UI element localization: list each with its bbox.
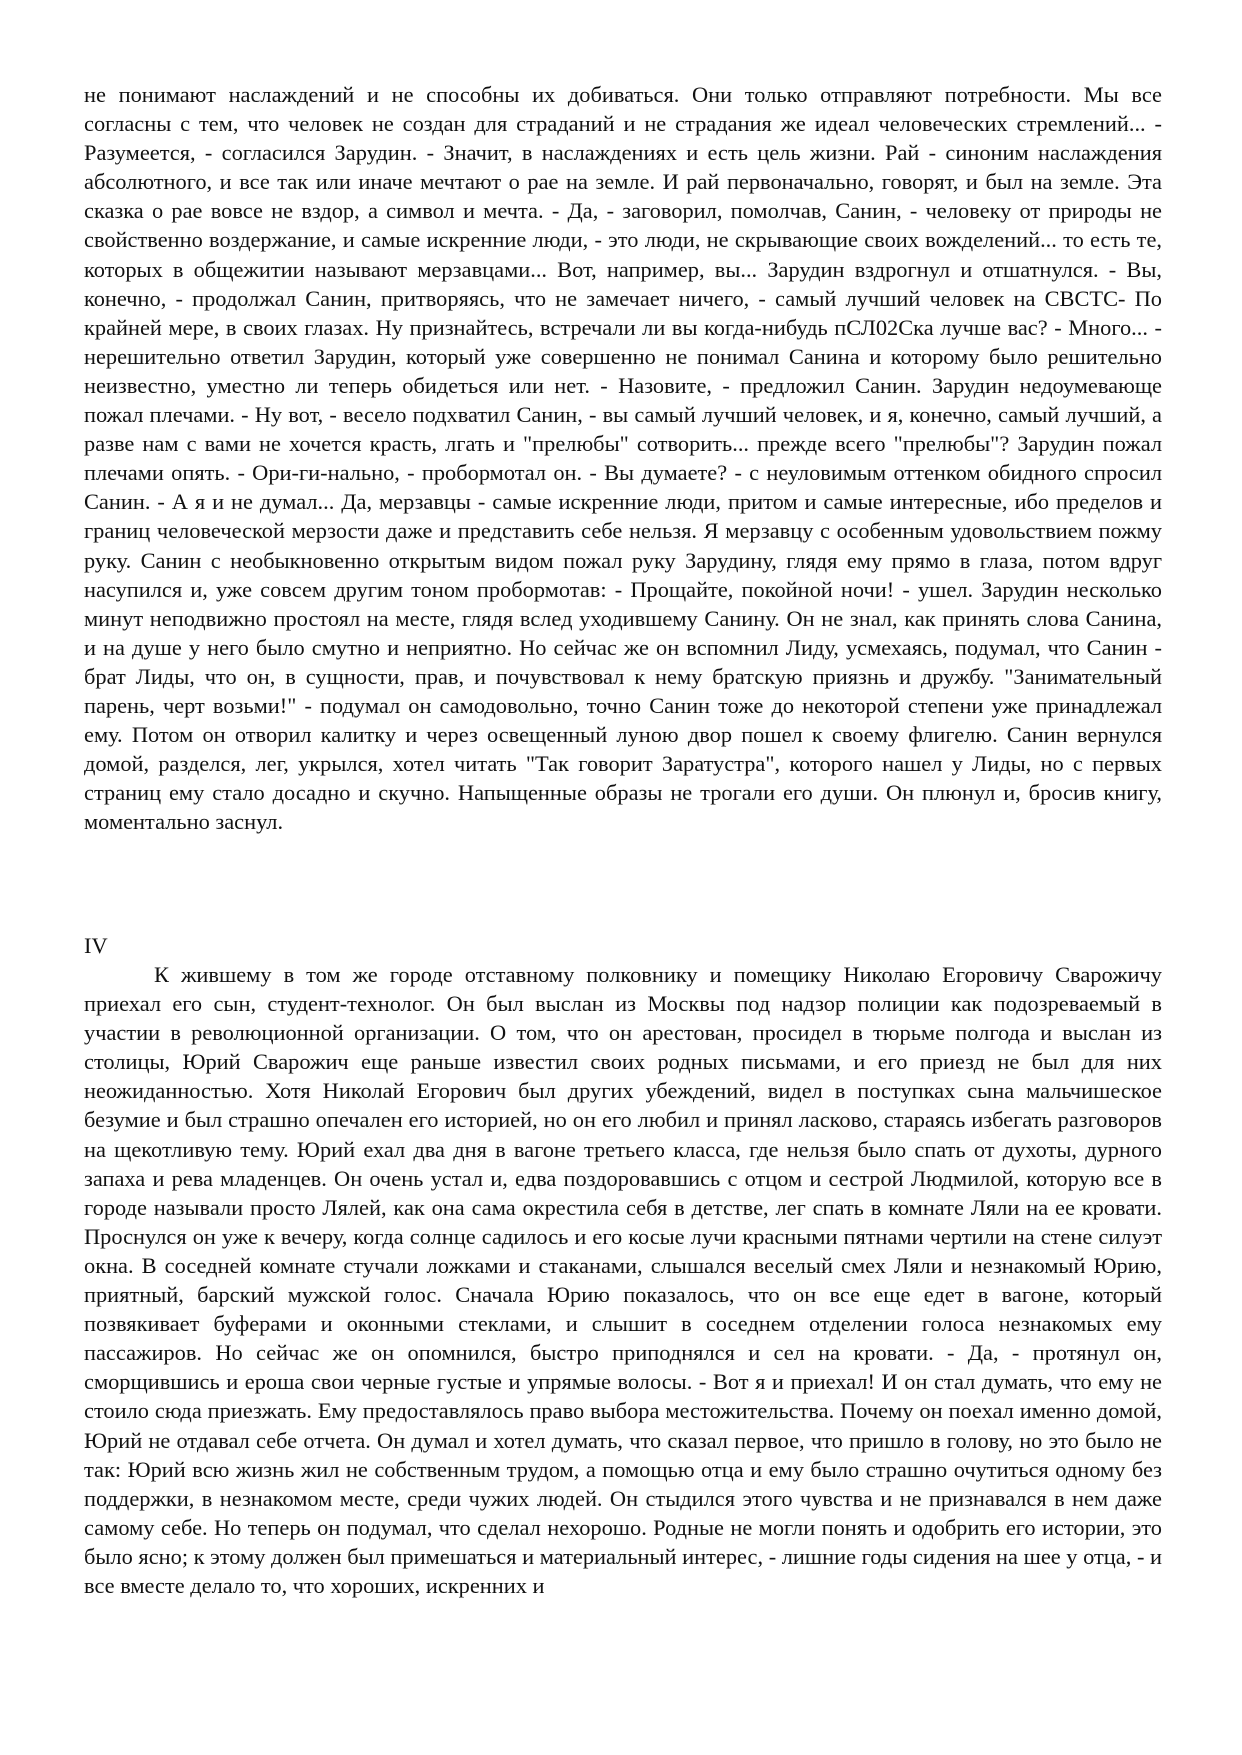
body-paragraph: не понимают наслаждений и не способны их добиваться. Они только отправляют потребности. Мы все согласны с тем, что человек не создан для страданий и не страдания же идеал человеческих стремлений... - Разумеется, - согласился Зарудин. - Значит, в наслаждениях и есть цель жизни. Рай - синоним наслаждения абсолютного, и все так или иначе мечтают о рае на земле. И рай первоначально, говорят, и был на земле. Эта сказка о рае вовсе не вздор, а символ и мечта. - Да, - заговорил, помолчав, Санин, - человеку от природы не свойственно воздержание, и самые искренние люди, - это люди, не скрывающие своих вожделений... то есть те, которых в общежитии называют мерзавцами... Вот, например, вы... Зарудин вздрогнул и отшатнулся. - Вы, конечно, - продолжал Санин, притворяясь, что не замечает ничего, - самый лучший человек на СВСТС- По крайней мере, в своих глазах. Ну признайтесь, встречали ли вы когда-нибудь пСЛ02Ска лучше вас? - Много... - нерешительно ответил Зарудин, который уже совершенно не понимал Санина и которому было решительно неизвестно, уместно ли теперь обидеться или нет. - Назовите, - предложил Санин. Зарудин недоумевающе пожал плечами. - Ну вот, - весело подхватил Санин, - вы самый лучший человек, и я, конечно, самый лучший, а разве нам с вами не хочется красть, лгать и "прелюбы" сотворить... прежде всего "прелюбы"? Зарудин пожал плечами опять. - Ори-ги-нально, - пробормотал он. - Вы думаете? - с неуловимым оттенком обидного спросил Санин. - А я и не думал... Да, мерзавцы - самые искренние люди, притом и самые интересные, ибо пределов и границ человеческой мерзости даже и представить себе нельзя. Я мерзавцу с особенным удовольствием пожму руку. Санин с необыкновенно открытым видом пожал руку Зарудину, глядя ему прямо в глаза, потом вдруг насупился и, уже совсем другим тоном пробормотав: - Прощайте, покойной ночи! - ушел. Зарудин несколько минут неподвижно простоял на месте, глядя вслед уходившему Санину. Он не знал, как принять слова Санина, и на душе у него было смутно и неприятно. Но сейчас же он вспомнил Лиду, усмехаясь, подумал, что Санин - брат Лиды, что он, в сущности, прав, и почувствовал к нему братскую приязнь и дружбу. "Занимательный парень, черт возьми!" - подумал он самодовольно, точно Санин тоже до некоторой степени уже принадлежал ему. Потом он отворил калитку и через освещенный луною двор пошел к своему флигелю. Санин вернулся домой, разделся, лег, укрылся, хотел читать "Так говорит Заратустра", которого нашел у Лиды, но с первых страниц ему стало досадно и скучно. Напыщенные образы не трогали его души. Он плюнул и, бросив книгу, моментально заснул.	[84, 82, 1162, 835]
body-paragraph: К жившему в том же городе отставному полковнику и помещику Николаю Егоровичу Сварожичу приехал его сын, студент-технолог. Он был выслан из Москвы под надзор полиции как подозреваемый в участии в революционной организации. О том, что он арестован, просидел в тюрьме полгода и выслан из столицы, Юрий Сварожич еще раньше известил своих родных письмами, и его приезд не был для них неожиданностью. Хотя Николай Егорович был других убеждений, видел в поступках сына мальчишеское безумие и был страшно опечален его историей, но он его любил и принял ласково, стараясь избегать разговоров на щекотливую тему. Юрий ехал два дня в вагоне третьего класса, где нельзя было спать от духоты, дурного запаха и рева младенцев. Он очень устал и, едва поздоровавшись с отцом и сестрой Людмилой, которую все в городе называли просто Лялей, как она сама окрестила себя в детстве, лег спать в комнате Ляли на ее кровати. Проснулся он уже к вечеру, когда солнце садилось и его косые лучи красными пятнами чертили на стене силуэт окна. В соседней комнате стучали ложками и стаканами, слышался веселый смех Ляли и незнакомый Юрию, приятный, барский мужской голос. Сначала Юрию показалось, что он все еще едет в вагоне, который позвякивает буферами и оконными стеклами, и слышит в соседнем отделении голоса незнакомых ему пассажиров. Но сейчас же он опомнился, быстро приподнялся и сел на кровати. - Да, - протянул он, сморщившись и ероша свои черные густые и упрямые волосы. - Вот я и приехал! И он стал думать, что ему не стоило сюда приезжать. Ему предоставлялось право выбора местожительства. Почему он поехал именно домой, Юрий не отдавал себе отчета. Он думал и хотел думать, что сказал первое, что пришло в голову, но это было не так: Юрий всю жизнь жил не собственным трудом, а помощью отца и ему было страшно очутиться одному без поддержки, в незнакомом месте, среди чужих людей. Он стыдился этого чувства и не признавался в нем даже самому себе. Но теперь он подумал, что сделал нехорошо. Родные не могли понять и одобрить его истории, это было ясно; к этому должен был примешаться и материальный интерес, - лишние годы сидения на шее у отца, - и все вместе делало то, что хороших, искренних и	[84, 962, 1162, 1598]
chapter-heading: IV	[84, 933, 108, 958]
